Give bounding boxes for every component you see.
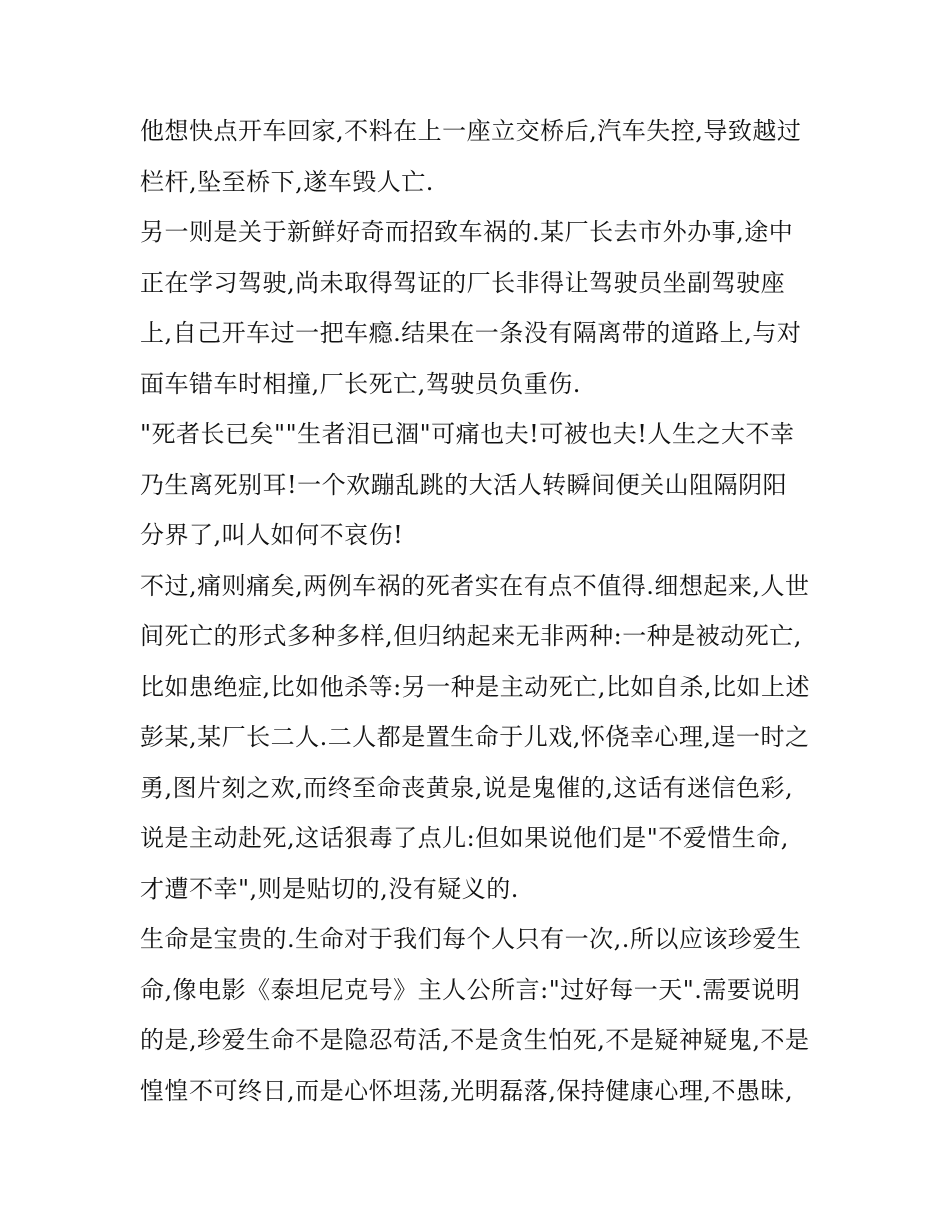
text-line: 比如患绝症,比如他杀等:另一种是主动死亡,比如自杀,比如上述	[140, 672, 810, 701]
text-line: 说是主动赴死,这话狠毒了点儿:但如果说他们是"不爱惜生命,	[140, 824, 789, 852]
text-line: 栏杆,坠至桥下,遂车毁人亡.	[140, 167, 434, 196]
text-line: 的是,珍爱生命不是隐忍苟活,不是贪生怕死,不是疑神疑鬼,不是	[140, 1026, 810, 1054]
text-line: 勇,图片刻之欢,而终至命丧黄泉,说是鬼催的,这话有迷信色彩,	[140, 773, 794, 802]
text-line: 不过,痛则痛矣,两例车祸的死者实在有点不值得.细想起来,人世	[140, 571, 810, 600]
text-line: "死者长已矣""生者泪已涸"可痛也夫!可被也夫!人生之大不幸	[140, 420, 795, 448]
text-line: 上,自己开车过一把车瘾.结果在一条没有隔离带的道路上,与对	[140, 319, 802, 347]
text-line: 面车错车时相撞,厂长死亡,驾驶员负重伤.	[140, 369, 581, 398]
text-line: 另一则是关于新鲜好奇而招致车祸的.某厂长去市外办事,途中	[140, 218, 794, 246]
text-line: 正在学习驾驶,尚未取得驾证的厂长非得让驾驶员坐副驾驶座	[140, 268, 786, 297]
text-line: 生命是宝贵的.生命对于我们每个人只有一次,.所以应该珍爱生	[140, 925, 802, 953]
text-line: 分界了,叫人如何不哀伤!	[140, 521, 404, 549]
text-line: 惶惶不可终日,而是心怀坦荡,光明磊落,保持健康心理,不愚昧,	[140, 1076, 794, 1105]
text-line: 乃生离死别耳!一个欢蹦乱跳的大活人转瞬间便关山阻隔阴阳	[140, 470, 788, 499]
text-line: 他想快点开车回家,不料在上一座立交桥后,汽车失控,导致越过	[140, 117, 802, 145]
text-line: 命,像电影《泰坦尼克号》主人公所言:"过好每一天".需要说明	[140, 975, 801, 1004]
text-line: 间死亡的形式多种多样,但归纳起来无非两种:一种是被动死亡,	[140, 622, 802, 650]
text-line: 彭某,某厂长二人.二人都是置生命于儿戏,怀侥幸心理,逞一时之	[140, 723, 810, 751]
text-line: 才遭不幸",则是贴切的,没有疑义的.	[140, 874, 519, 903]
body-text	[140, 106, 820, 1116]
